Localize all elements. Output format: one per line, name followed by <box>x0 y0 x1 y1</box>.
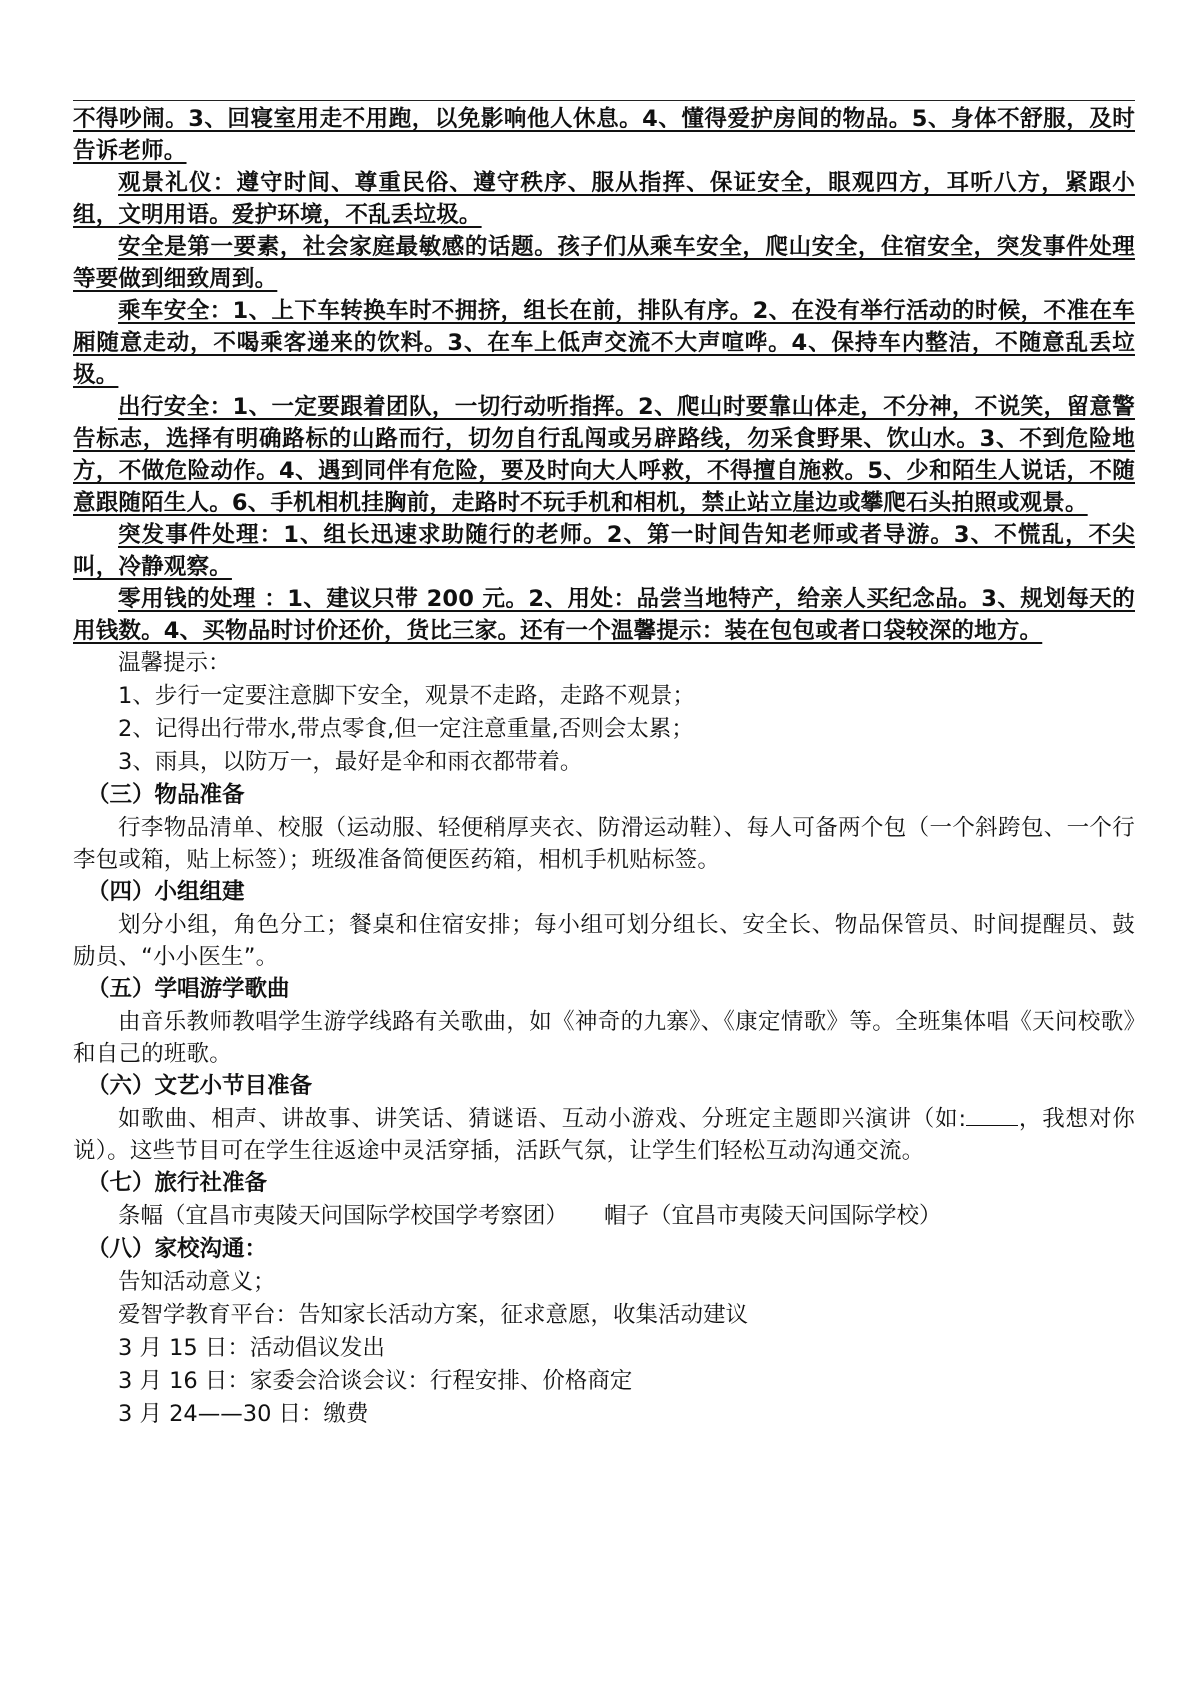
section-heading-performances: （六）文艺小节目准备 <box>87 1073 313 1099</box>
section-body-performances <box>73 1103 1135 1167</box>
tips-title: 温馨提示： <box>118 650 231 676</box>
banner-item: 条幅（宜昌市夷陵天问国际学校国学考察团） <box>118 1203 569 1229</box>
section-body-groups: 划分小组，角色分工；餐桌和住宿安排；每小组可划分组长、安全长、物品保管员、时间提醒员、鼓励员、“小小医生”。 <box>73 912 1135 970</box>
vehicle-safety: 乘车安全：1、上下车转换车时不拥挤，组长在前，排队有序。2、在没有举行活动的时候，不准在车厢随意走动，不喝乘客递来的饮料。3、在车上低声交流不大声喧哗。4、保持车内整洁，不随意乱丢垃圾。 <box>73 298 1135 388</box>
top-rule <box>73 100 1135 101</box>
tip-item: 3、雨具，以防万一，最好是伞和雨衣都带着。 <box>118 749 583 775</box>
sightseeing-etiquette: 观景礼仪：遵守时间、尊重民俗、遵守秩序、服从指挥、保证安全，眼观四方，耳听八方，紧跟小组，文明用语。爱护环境，不乱丢垃圾。 <box>73 170 1135 228</box>
document-page <box>73 100 1135 1431</box>
communication-item: 3 月 24——30 日：缴费 <box>118 1401 369 1427</box>
communication-item: 爱智学教育平台：告知家长活动方案，征求意愿，收集活动建议 <box>118 1302 749 1328</box>
section-heading-communication: （八）家校沟通： <box>87 1236 268 1262</box>
pocket-money: 零用钱的处理 ：1、建议只带 200 元。2、用处：品尝当地特产，给亲人买纪念品。3、规划每天的用钱数。4、买物品时讨价还价，货比三家。还有一个温馨提示：装在包包或者口袋较深的地方。 <box>73 586 1135 644</box>
hat-item: 帽子（宜昌市夷陵天问国际学校） <box>604 1203 942 1229</box>
section-heading-items: （三）物品准备 <box>87 782 245 808</box>
section-heading-agency: （七）旅行社准备 <box>87 1170 268 1196</box>
section-heading-groups: （四）小组组建 <box>87 879 245 905</box>
communication-item: 3 月 16 日：家委会洽谈会议：行程安排、价格商定 <box>118 1368 633 1394</box>
agency-items <box>73 1200 1135 1233</box>
dorm-etiquette-continued: 不得吵闹。3、回寝室用走不用跑，以免影响他人休息。4、懂得爱护房间的物品。5、身体不舒服，及时告诉老师。 <box>73 106 1135 164</box>
tip-item: 1、步行一定要注意脚下安全，观景不走路，走路不观景； <box>118 683 695 709</box>
communication-item: 告知活动意义； <box>118 1269 276 1295</box>
section-body-songs: 由音乐教师教唱学生游学线路有关歌曲，如《神奇的九寨》、《康定情歌》等。全班集体唱《天问校歌》和自己的班歌。 <box>73 1009 1135 1067</box>
emergency-handling: 突发事件处理：1、组长迅速求助随行的老师。2、第一时间告知老师或者导游。3、不慌乱，不尖叫，冷静观察。 <box>73 522 1135 580</box>
section-heading-songs: （五）学唱游学歌曲 <box>87 976 290 1002</box>
performances-text-a: 如歌曲、相声、讲故事、讲笑话、猜谜语、互动小游戏、分班定主题即兴演讲（如: <box>118 1106 967 1132</box>
tip-item: 2、记得出行带水,带点零食,但一定注意重量,否则会太累； <box>118 716 694 742</box>
safety-intro: 安全是第一要素，社会家庭最敏感的话题。孩子们从乘车安全，爬山安全，住宿安全，突发事件处理等要做到细致周到。 <box>73 234 1135 292</box>
travel-safety: 出行安全：1、一定要跟着团队，一切行动听指挥。2、爬山时要靠山体走，不分神，不说笑，留意警告标志，选择有明确路标的山路而行，切勿自行乱闯或另辟路线，勿采食野果、饮山水。3、不到危险地方，不做危险动作。4、遇到同伴有危险，要及时向大人呼救，不得擅自施救。5、少和陌生人说话，不随意跟随陌生人。6、手机相机挂胸前，走路时不玩手机和相机，禁止站立崖边或攀爬石头拍照或观景。 <box>73 394 1135 516</box>
blank-underline <box>966 1105 1018 1126</box>
performances-text-b: ，我想对你说）。这些节目可在学生往返途中灵活穿插，活跃气氛，让学生们轻松互动沟通交流。 <box>73 1106 1135 1164</box>
section-body-items: 行李物品清单、校服（运动服、轻便稍厚夹衣、防滑运动鞋）、每人可备两个包（一个斜跨包、一个行李包或箱，贴上标签）；班级准备简便医药箱，相机手机贴标签。 <box>73 815 1135 873</box>
communication-item: 3 月 15 日：活动倡议发出 <box>118 1335 385 1361</box>
